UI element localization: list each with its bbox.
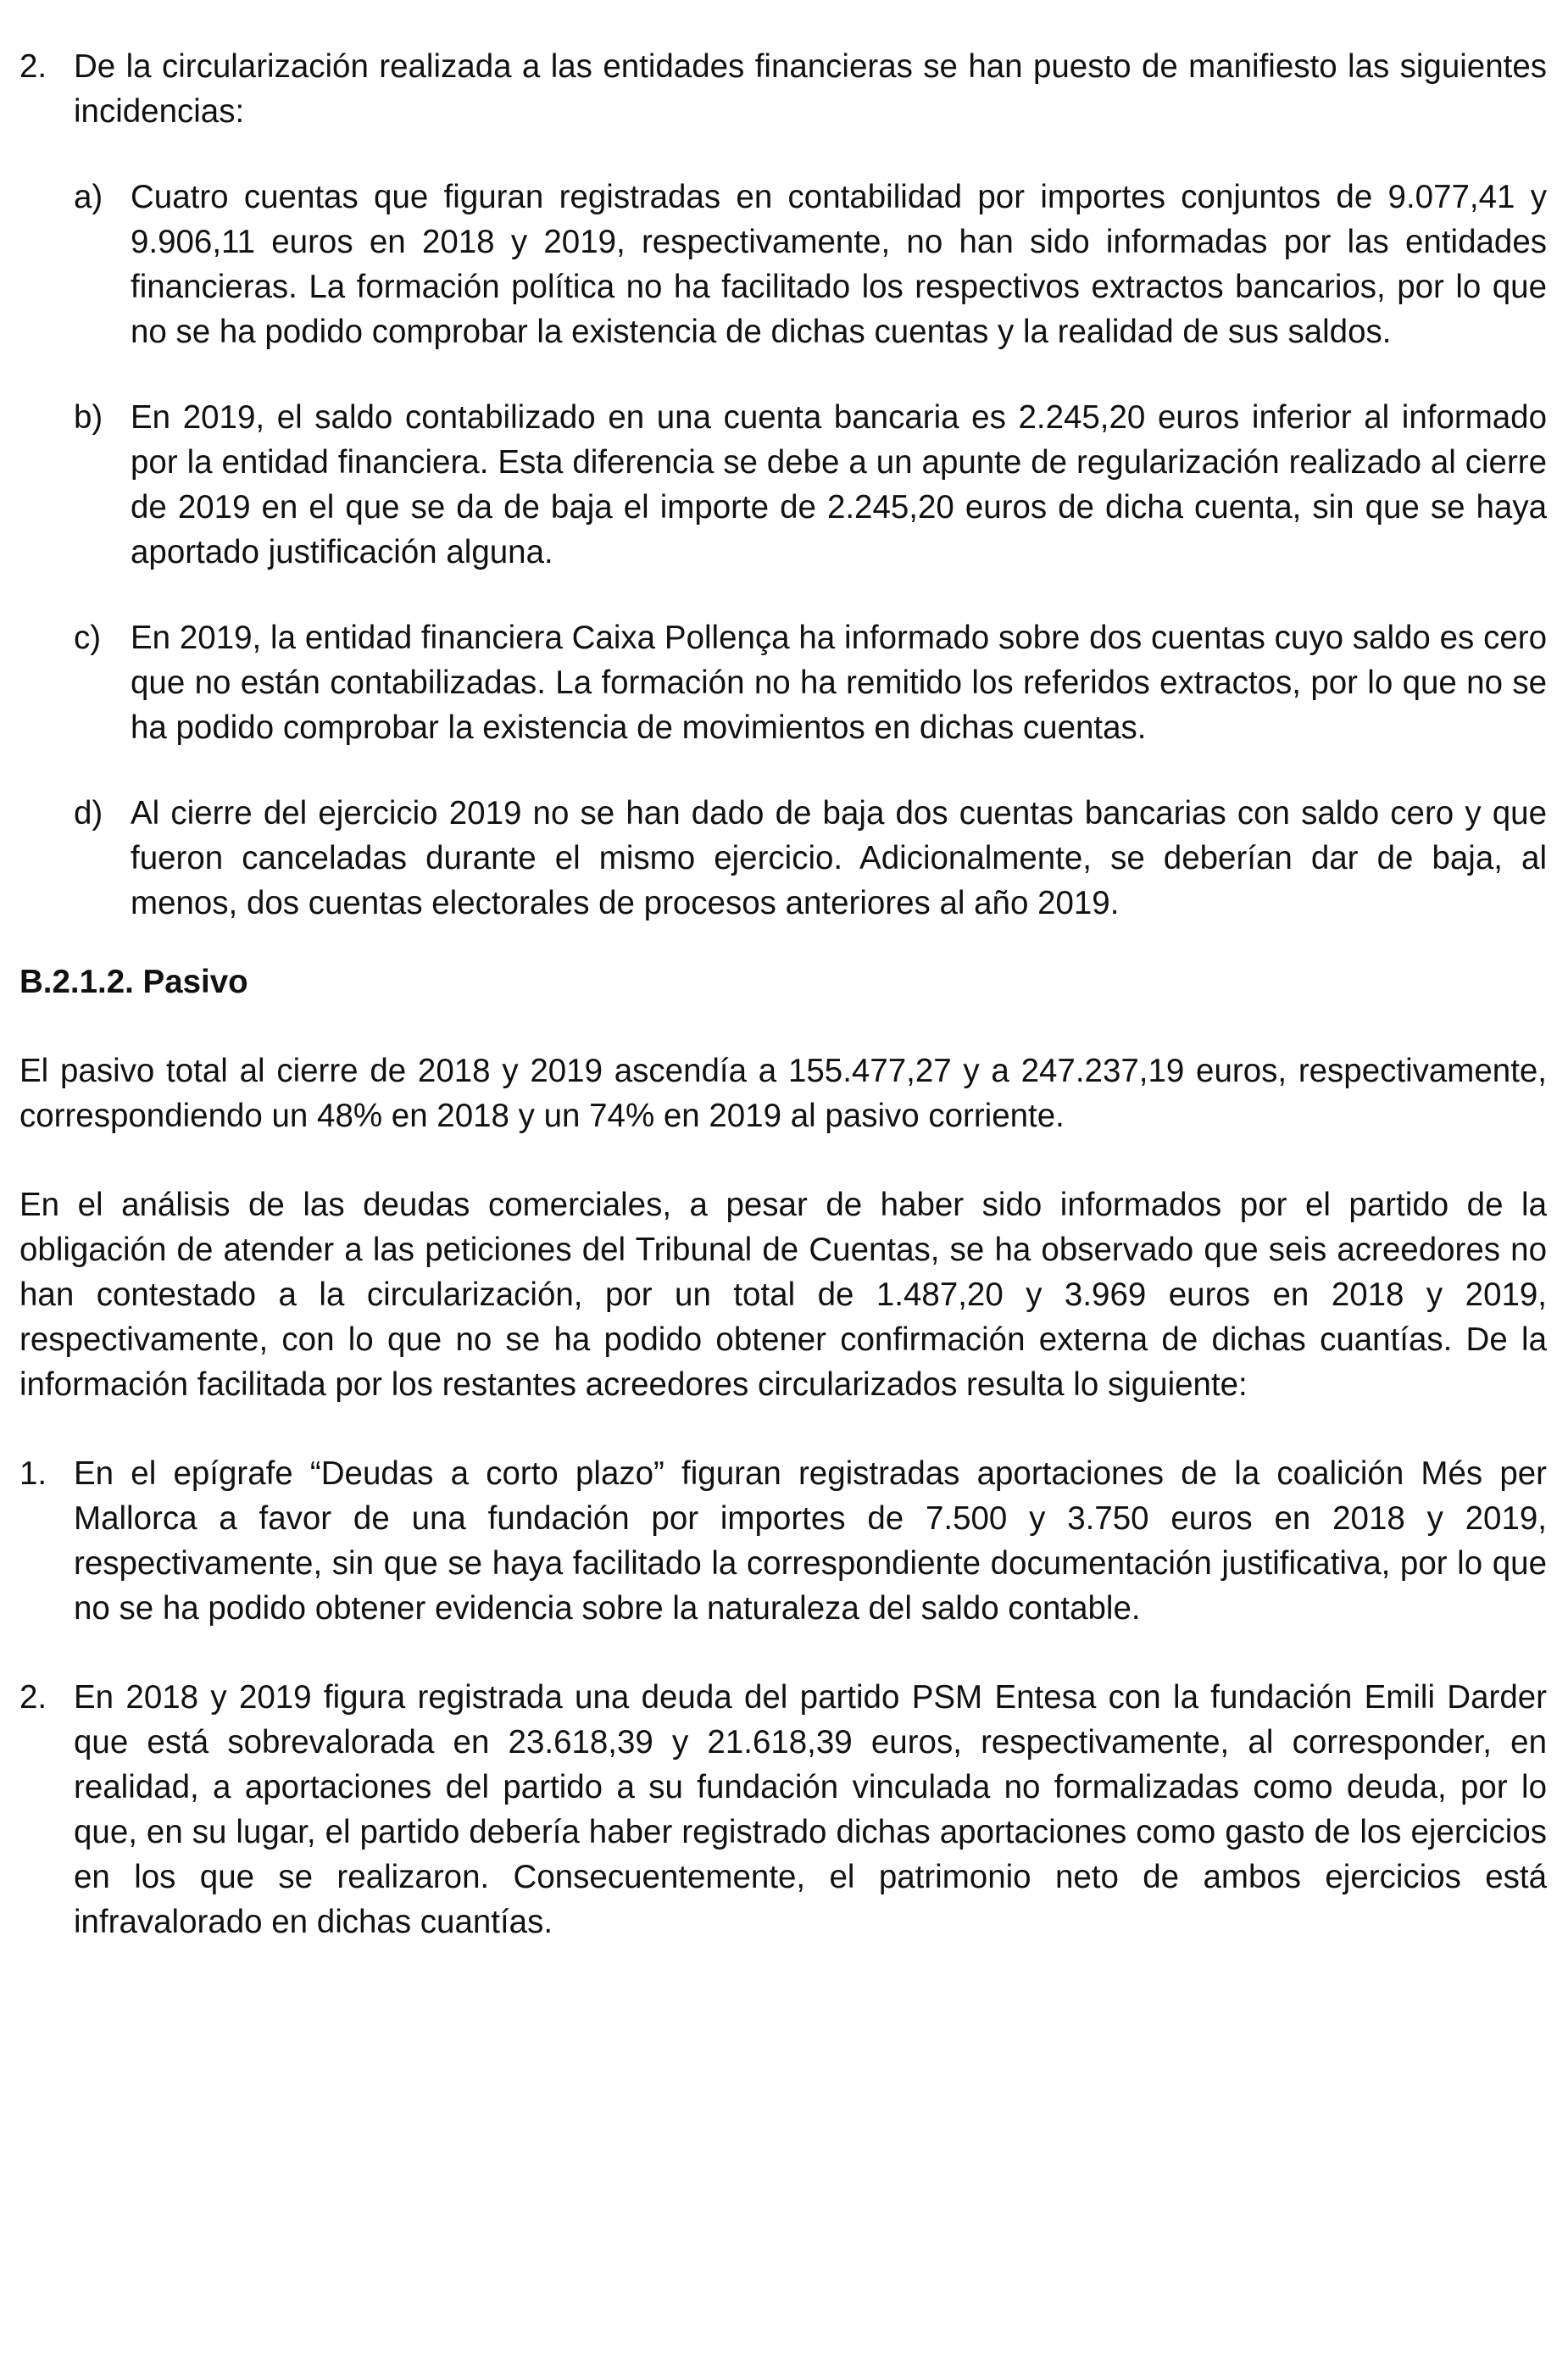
sub-item-d xyxy=(19,791,1547,926)
sub-item-marker: c) xyxy=(74,620,102,656)
sub-item-c xyxy=(19,615,1547,750)
sub-item-text: Al cierre del ejercicio 2019 no se han dado de baja dos cuentas bancarias con saldo cero y que fueron canceladas durante el mismo ejercicio. Adicionalmente, se deberían dar de baja, al menos, dos cuentas electorales de procesos anteriores al año 2019. xyxy=(131,795,1547,921)
sub-item-marker: a) xyxy=(74,179,103,215)
sub-item-marker: b) xyxy=(74,399,103,436)
item-number: 2. xyxy=(19,1679,47,1716)
sub-item-a xyxy=(19,175,1547,354)
item-number: 1. xyxy=(19,1455,47,1492)
document-page xyxy=(19,44,1547,1944)
item-text: En 2018 y 2019 figura registrada una deuda del partido PSM Entesa con la fundación Emili Darder que está sobrevalorada en 23.618,39 y 21.618,39 euros, respectivamente, al corresponder, en realidad, a aportaciones del partido a su fundación vinculada no formalizadas como deuda, por lo que, en su lugar, el partido debería haber registrado dichas aportaciones como gasto de los ejercicios en los que se realizaron. Consecuentemente, el patrimonio neto de ambos ejercicios está infravalorado en dichas cuantías. xyxy=(74,1679,1547,1940)
section-heading: B.2.1.2. Pasivo xyxy=(19,964,248,1000)
sub-item-text: En 2019, el saldo contabilizado en una cuenta bancaria es 2.245,20 euros inferior al informado por la entidad financiera. Esta diferencia se debe a un apunte de regularización realizado al cierre de 2019 en el que se da de baja el importe de 2.245,20 euros de dicha cuenta, sin que se haya aportado justificación alguna. xyxy=(131,399,1547,570)
numbered-item-2 xyxy=(19,1675,1547,1944)
sub-item-marker: d) xyxy=(74,795,103,832)
sub-item-b xyxy=(19,395,1547,575)
item-text: En el epígrafe “Deudas a corto plazo” figuran registradas aportaciones de la coalición Més per Mallorca a favor de una fundación por importes de 7.500 y 3.750 euros en 2018 y 2019, respectivamente, sin que se haya facilitado la correspondiente documentación justificativa, por lo que no se ha podido obtener evidencia sobre la naturaleza del saldo contable. xyxy=(74,1455,1547,1627)
numbered-item-1 xyxy=(19,1451,1547,1631)
sub-item-text: Cuatro cuentas que figuran registradas en contabilidad por importes conjuntos de 9.077,41 y 9.906,11 euros en 2018 y 2019, respectivamente, no han sido informadas por las entidades financieras. La formación política no ha facilitado los respectivos extractos bancarios, por lo que no se ha podido comprobar la existencia de dichas cuentas y la realidad de sus saldos. xyxy=(131,179,1547,350)
item-number: 2. xyxy=(19,48,47,85)
paragraph-deudas-comerciales: En el análisis de las deudas comerciales, a pesar de haber sido informados por el partido de la obligación de atender a las peticiones del Tribunal de Cuentas, se ha observado que seis acreedores no han contestado a la circularización, por un total de 1.487,20 y 3.969 euros en 2018 y 2019, respectivamente, con lo que no se ha podido obtener confirmación externa de dichas cuantías. De la información facilitada por los restantes acreedores circularizados resulta lo siguiente: xyxy=(19,1187,1547,1403)
item-text: De la circularización realizada a las entidades financieras se han puesto de manifiesto las siguientes incidencias: xyxy=(74,48,1547,130)
paragraph-pasivo-total: El pasivo total al cierre de 2018 y 2019 ascendía a 155.477,27 y a 247.237,19 euros, respectivamente, correspondiendo un 48% en 2018 y un 74% en 2019 al pasivo corriente. xyxy=(19,1053,1547,1134)
numbered-item-2-intro xyxy=(19,44,1547,134)
sub-item-text: En 2019, la entidad financiera Caixa Pollença ha informado sobre dos cuentas cuyo saldo es cero que no están contabilizadas. La formación no ha remitido los referidos extractos, por lo que no se ha podido comprobar la existencia de movimientos en dichas cuentas. xyxy=(131,620,1547,746)
